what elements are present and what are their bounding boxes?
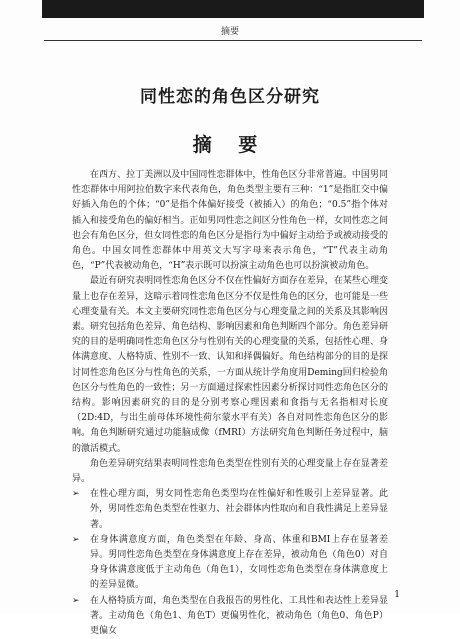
list-item-text: 在性心理方面，男女同性恋角色类型均在性偏好和性吸引上差异显著。此外，男同性恋角色类型在性驱力、社会群体内性取向和自我性满足上差异显著。 [90, 489, 388, 530]
list-item [72, 594, 388, 639]
page-number: 1 [394, 590, 400, 600]
list-item [72, 533, 388, 594]
abstract-heading: 摘 要 [192, 134, 268, 156]
finding-list [72, 487, 388, 639]
paragraph-1: 在西方、拉丁美洲以及中国同性恋群体中，性角色区分非常普遍。中国男同性恋群体中用阿拉伯数字来代表角色，角色类型主要有三种：“1”是指肛交中偏好插入角色的个体；“0”是指个体偏好接受（被插入）的角色；“0.5”指个体对插入和接受角色的偏好相当。正如男同性恋之间区分性角色一样，女同性恋之间也会有角色区分，但女同性恋的角色区分是指行为中偏好主动给予或被动接受的角色。中国女同性恋群体中用英文大写字母来表示角色，“T”代表主动角色，“P”代表被动角色，“H”表示既可以扮演主动角色也可以扮演被动角色。 [72, 170, 388, 272]
arrow-bullet-icon: ➢ [72, 489, 80, 500]
arrow-bullet-icon: ➢ [72, 534, 80, 545]
arrow-bullet-icon: ➢ [72, 595, 80, 606]
header-rule [44, 40, 422, 41]
running-header: 摘要 [220, 27, 239, 37]
paragraph-2: 最近有研究表明同性恋角色区分不仅在性偏好方面存在差异，在某些心理变量上也存在差异，这暗示着同性恋角色区分不仅是性角色的区分，也可能是一些心理变量有关。本文主要研究同性恋角色区分与心理变量之间的关系及其影响因素。研究包括角色差异、角色结构、影响因素和角色判断四个部分。角色差异研究的目的是明确同性恋角色区分与性别有关的心理变量的关系，包括性心理、身体满意度、人格特质、性别不一致、认知和择偶偏好。角色结构部分的目的是探讨同性恋角色区分与性角色的关系，一方面从统计学角度用Deming回归检验角色区分与性角色的一致性；另一方面通过探索性因素分析探讨同性恋角色区分的结构。影响因素研究的目的是分别考察心理因素和食指与无名指相对长度（2D:4D，与出生前母体环境性荷尔蒙水平有关）各自对同性恋角色区分的影响。角色判断研究通过功能脑成像（fMRI）方法研究角色判断任务过程中，脑的激活模式。 [72, 276, 388, 454]
abstract-body [72, 168, 388, 639]
list-item-text: 在人格特质方面，角色类型在自我报告的男性化、工具性和表达性上差异显著。主动角色（角色1、角色T）更偏男性化，被动角色（角色0、角色P）更偏女 [90, 595, 388, 637]
scan-top-bar [42, 0, 424, 18]
paper-title: 同性恋的角色区分研究 [140, 87, 320, 107]
paragraph-3: 角色差异研究结果表明同性恋角色类型在性别有关的心理变量上存在显著差异。 [72, 458, 388, 485]
list-item [72, 487, 388, 533]
list-item-text: 在身体满意度方面，角色类型在年龄、身高、体重和BMI上存在显著差异。男同性恋角色类型在身体满意度上存在差异，被动角色（角色0）对自身身体满意度低于主动角色（角色1），女同性恋角色类型在身体满意度上的差异显微。 [90, 534, 388, 591]
